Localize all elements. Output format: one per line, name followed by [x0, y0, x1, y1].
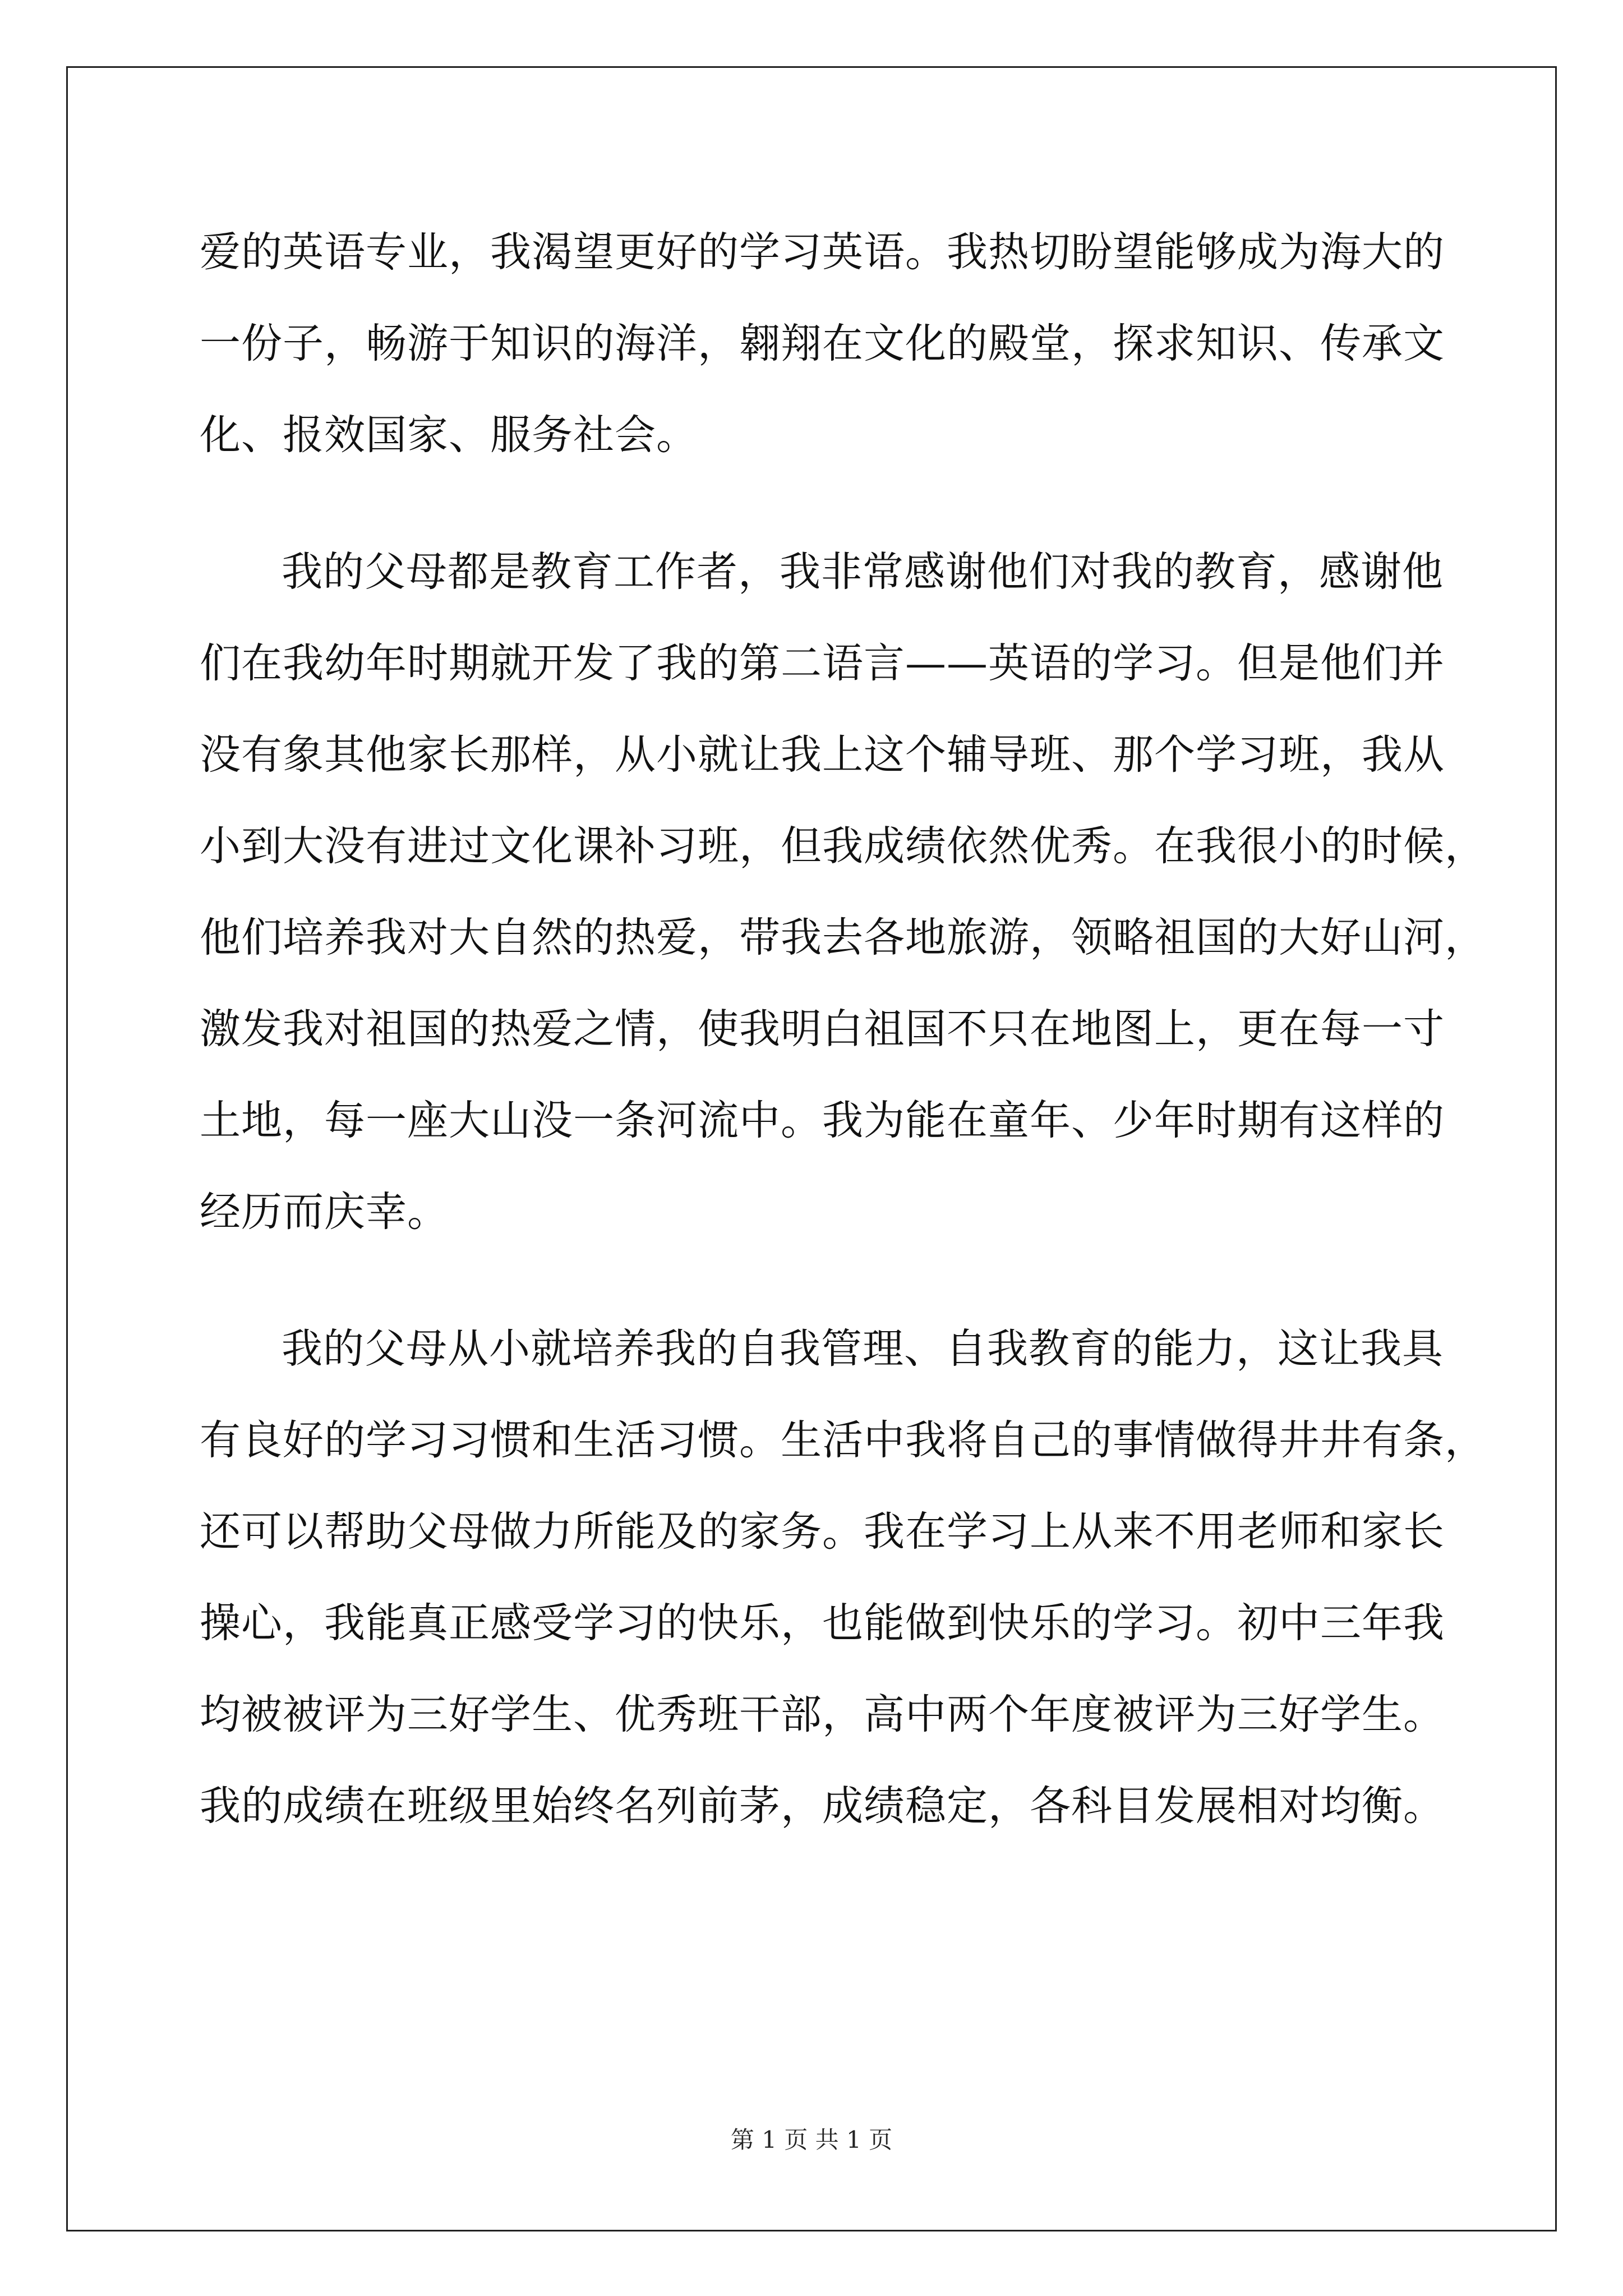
text-line: 小到大没有进过文化课补习班，但我成绩依然优秀。在我很小的时候， — [200, 822, 1486, 870]
text-line: 他们培养我对大自然的热爱，带我去各地旅游，领略祖国的大好山河， — [200, 914, 1486, 961]
text-line: 经历而庆幸。 — [200, 1188, 449, 1236]
text-line: 操心，我能真正感受学习的快乐，也能做到快乐的学习。初中三年我 — [200, 1599, 1445, 1647]
page-number-footer: 第 1 页 共 1 页 — [730, 2126, 893, 2154]
document-body — [200, 206, 1486, 1852]
text-line: 我的成绩在班级里始终名列前茅，成绩稳定，各科目发展相对均衡。 — [200, 1782, 1445, 1830]
text-line: 我的父母从小就培养我的自我管理、自我教育的能力，这让我具 — [282, 1325, 1444, 1373]
text-line: 还可以帮助父母做力所能及的家务。我在学习上从来不用老师和家长 — [200, 1508, 1445, 1556]
text-line: 一份子，畅游于知识的海洋，翱翔在文化的殿堂，探求知识、传承文 — [200, 320, 1445, 367]
text-line: 土地，每一座大山没一条河流中。我为能在童年、少年时期有这样的 — [200, 1097, 1445, 1144]
text-line: 激发我对祖国的热爱之情，使我明白祖国不只在地图上，更在每一寸 — [200, 1005, 1445, 1053]
paragraph-gap — [200, 481, 1428, 526]
text-line: 爱的英语专业，我渴望更好的学习英语。我热切盼望能够成为海大的 — [200, 228, 1445, 276]
paragraph-gap — [200, 1258, 1428, 1303]
text-line: 均被被评为三好学生、优秀班干部，高中两个年度被评为三好学生。 — [200, 1691, 1445, 1738]
text-line: 化、报效国家、服务社会。 — [200, 411, 698, 459]
text-line: 有良好的学习习惯和生活习惯。生活中我将自己的事情做得井井有条， — [200, 1416, 1486, 1464]
text-line: 没有象其他家长那样，从小就让我上这个辅导班、那个学习班，我从 — [200, 731, 1445, 779]
text-line: 我的父母都是教育工作者，我非常感谢他们对我的教育，感谢他 — [282, 548, 1444, 596]
text-line: 们在我幼年时期就开发了我的第二语言——英语的学习。但是他们并 — [200, 639, 1445, 687]
